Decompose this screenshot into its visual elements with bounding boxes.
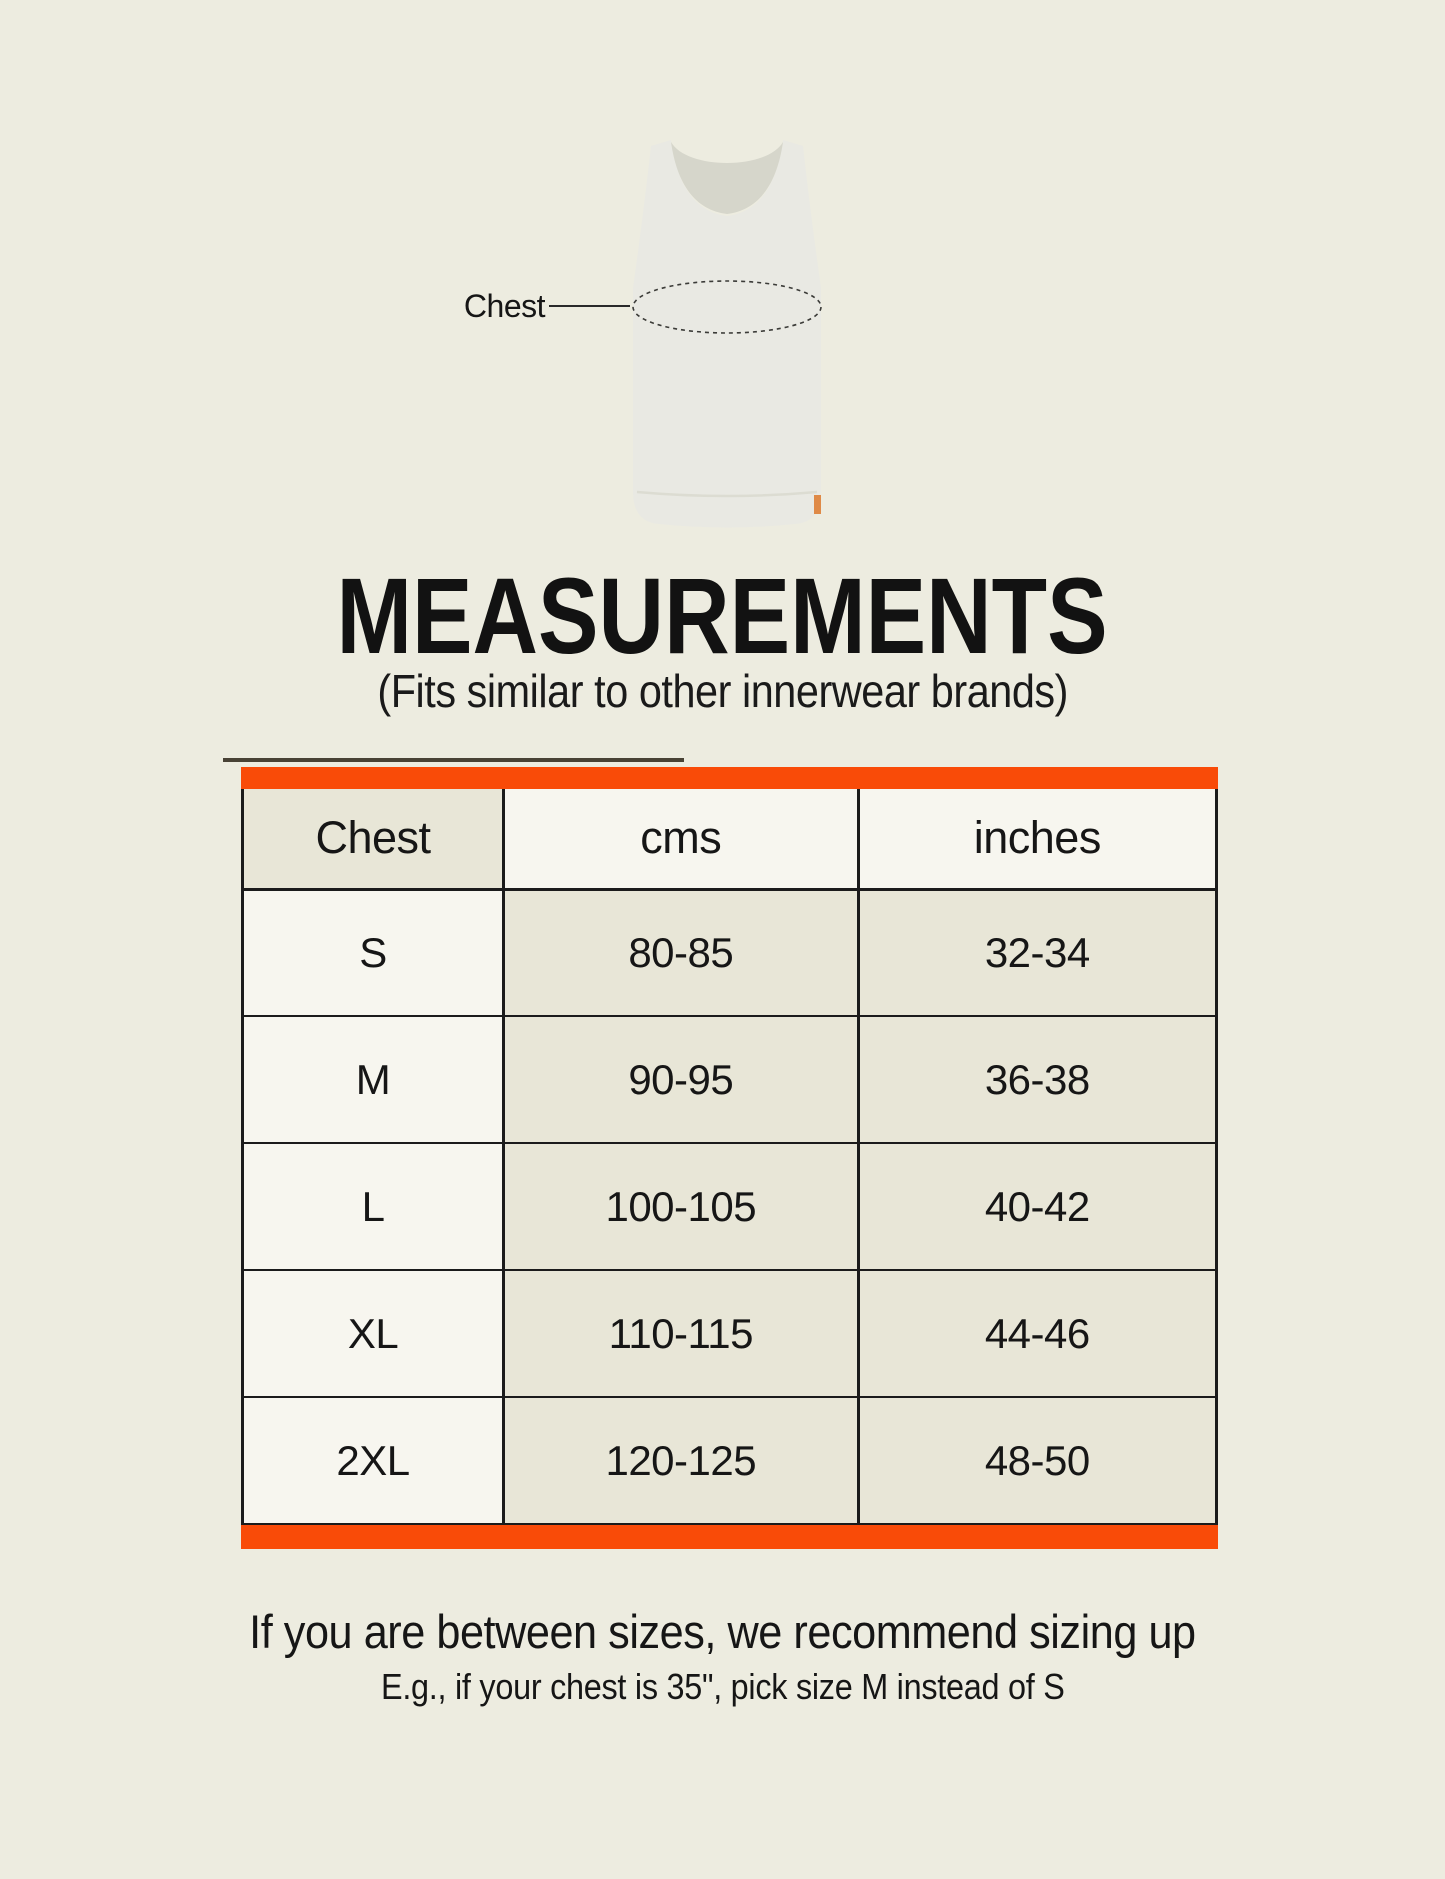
table-row (243, 1016, 1217, 1143)
table-row (243, 1397, 1217, 1524)
page-subtitle: (Fits similar to other innerwear brands) (377, 665, 1068, 717)
column-header-chest: Chest (243, 789, 504, 889)
cms-cell: 90-95 (504, 1016, 859, 1143)
page-title: MEASUREMENTS (336, 555, 1109, 676)
hem-tag (814, 495, 821, 514)
size-cell: S (243, 889, 504, 1016)
inches-cell: 48-50 (858, 1397, 1216, 1524)
cms-cell: 100-105 (504, 1143, 859, 1270)
table-top-border-artifact (223, 758, 684, 762)
size-table (241, 767, 1218, 1549)
chest-leader-line (549, 305, 630, 307)
inches-cell: 32-34 (858, 889, 1216, 1016)
inches-cell: 40-42 (858, 1143, 1216, 1270)
inches-cell: 44-46 (858, 1270, 1216, 1397)
chest-label: Chest (463, 288, 545, 324)
cms-cell: 110-115 (504, 1270, 859, 1397)
footer-note-secondary: E.g., if your chest is 35", pick size M instead of S (380, 1666, 1065, 1707)
tank-top-illustration (627, 140, 827, 540)
column-header-inches: inches (858, 789, 1216, 889)
table-row (243, 889, 1217, 1016)
footer-note-primary: If you are between sizes, we recommend sizing up (249, 1605, 1196, 1658)
size-cell: L (243, 1143, 504, 1270)
inches-cell: 36-38 (858, 1016, 1216, 1143)
cms-cell: 120-125 (504, 1397, 859, 1524)
size-cell: 2XL (243, 1397, 504, 1524)
table-row (243, 1143, 1217, 1270)
cms-cell: 80-85 (504, 889, 859, 1016)
size-cell: M (243, 1016, 504, 1143)
table-row (243, 1270, 1217, 1397)
table-top-accent-bar (241, 767, 1218, 789)
table-header-row (243, 789, 1217, 889)
column-header-cms: cms (504, 789, 859, 889)
size-table-grid (241, 789, 1218, 1525)
tank-top-svg (627, 140, 827, 540)
size-cell: XL (243, 1270, 504, 1397)
table-bottom-accent-bar (241, 1525, 1218, 1549)
